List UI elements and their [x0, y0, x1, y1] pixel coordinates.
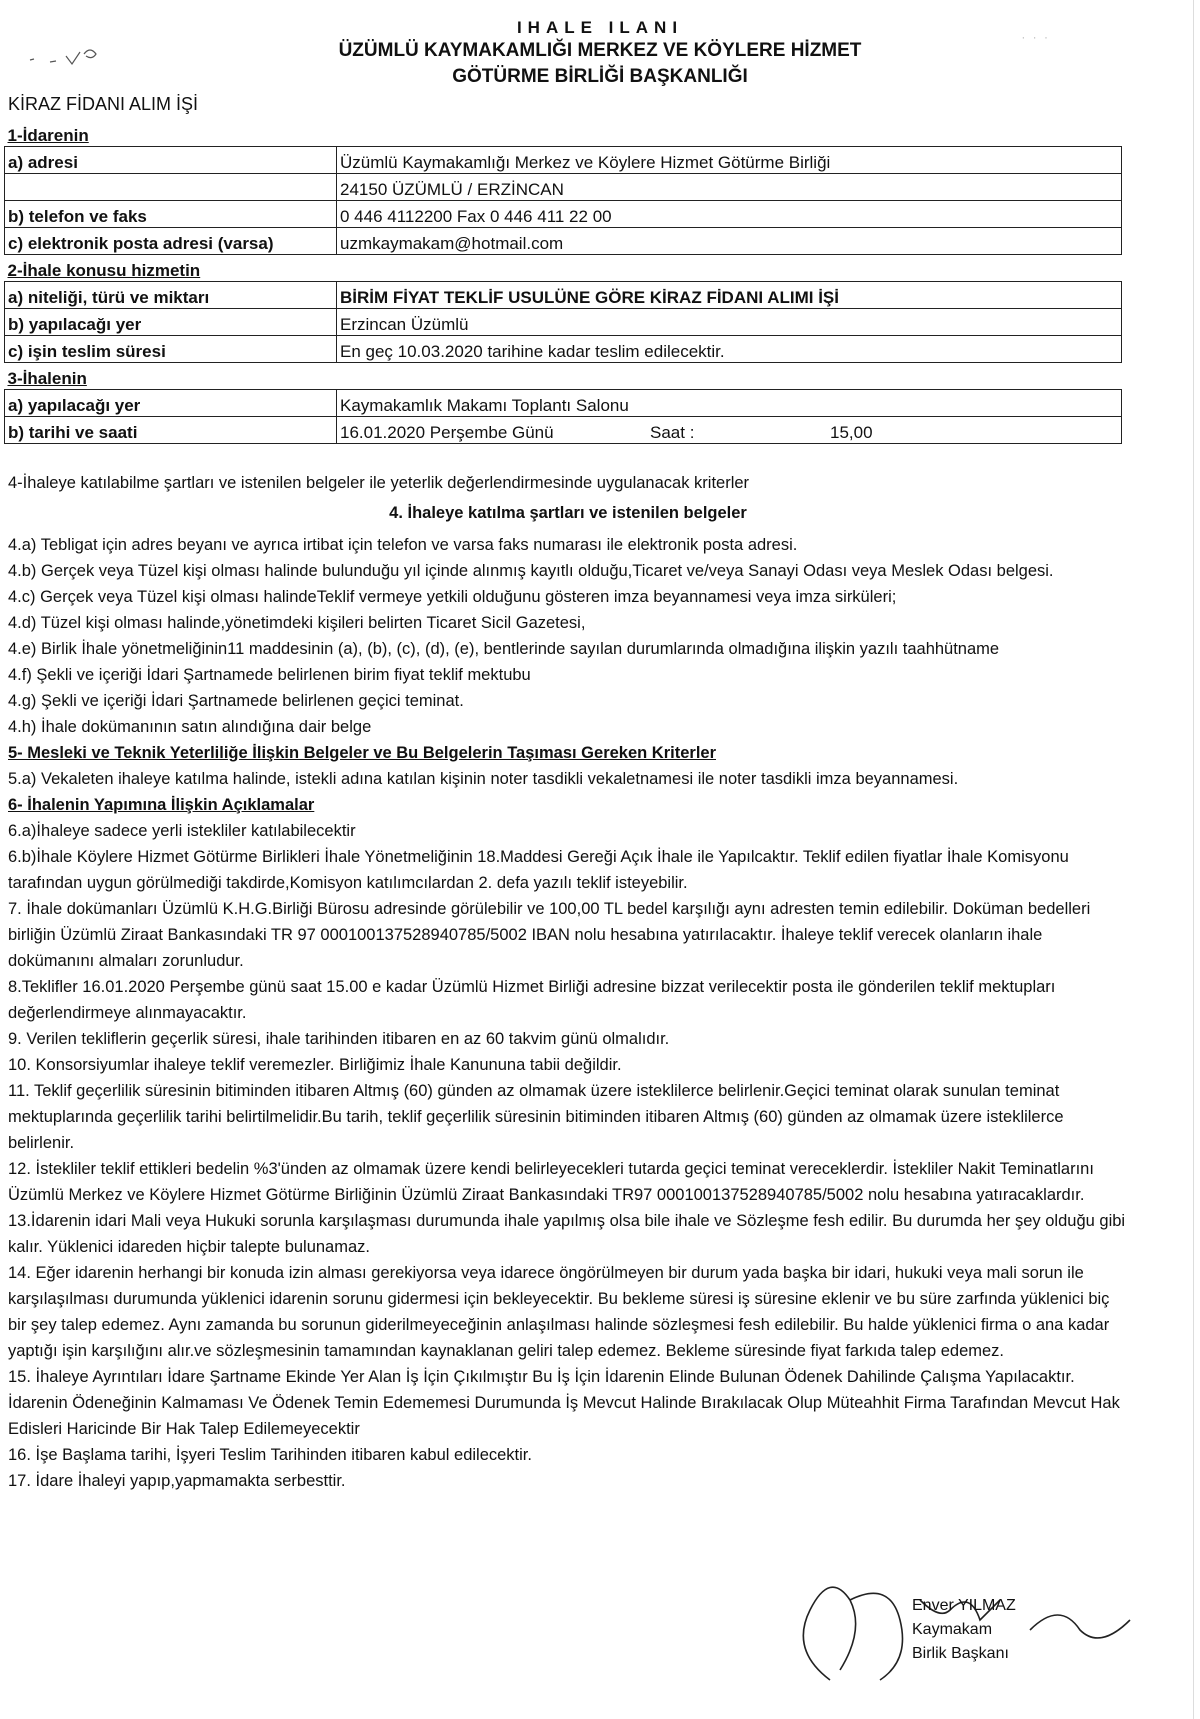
para-4a: 4.a) Tebligat için adres beyanı ve ayrıca irtibat için telefon ve varsa faks numarası ile elektronik posta adresi. [8, 536, 798, 554]
doc-subject: KİRAZ FİDANI ALIM İŞİ [8, 94, 199, 114]
place-label: b) yapılacağı yer [5, 309, 337, 336]
address-value-2: 24150 ÜZÜMLÜ / ERZİNCAN [337, 174, 1122, 201]
venue-label: a) yapılacağı yer [5, 390, 337, 417]
para-4-title: 4. İhaleye katılma şartları ve istenilen belgeler [389, 504, 747, 522]
datetime-value [337, 417, 1122, 444]
scan-edge [1193, 0, 1194, 1719]
faint-stamp: · · · [1021, 30, 1050, 44]
para-4b: 4.b) Gerçek veya Tüzel kişi olması halinde bulunduğu yıl içinde alınmış kayıtlı olduğu,Ticaret ve/veya Sanayi Odası veya Meslek Odası belgesi. [8, 562, 1054, 580]
para-5-heading: 5- Mesleki ve Teknik Yeterliliğe İlişkin Belgeler ve Bu Belgelerin Taşıması Gereken Kriterler [8, 744, 717, 762]
para-8: 8.Teklifler 16.01.2020 Perşembe günü saat 15.00 e kadar Üzümlü Hizmet Birliği adresine bizzat verilecektir posta ile gönderilen teklif mektupları değerlendirmeye alınmayacaktır. [8, 978, 1056, 1022]
issuer-line-1: ÜZÜMLÜ KAYMAKAMLIĞI MERKEZ VE KÖYLERE HİZMET [338, 40, 862, 61]
para-16: 16. İşe Başlama tarihi, İşyeri Teslim Tarihinden itibaren kabul edilecektir. [8, 1446, 532, 1464]
datetime-label: b) tarihi ve saati [5, 417, 337, 444]
para-11: 11. Teklif geçerlilik süresinin bitiminden itibaren Altmış (60) günden az olmamak üzere isteklilerce belirlenir.Geçici teminat olarak sunulan teminat mektuplarında geçerlilik tarihi belirtilmelidir.Bu tarih, teklif geçerlilik süresinin bitiminden itibaren Altmış (60) günden az olmamak üzere isteklilerce belirlenir. [8, 1082, 1064, 1152]
tender-body [8, 470, 1128, 1494]
doc-title: IHALE ILANI [516, 18, 684, 37]
phone-label: b) telefon ve faks [5, 201, 337, 228]
para-4f: 4.f) Şekli ve içeriği İdari Şartnamede belirlenen birim fiyat teklif mektubu [8, 666, 531, 684]
para-4g: 4.g) Şekli ve içeriği İdari Şartnamede belirlenen geçici teminat. [8, 692, 464, 710]
section-1-heading: 1-İdarenin [7, 126, 89, 145]
email-label: c) elektronik posta adresi (varsa) [5, 228, 337, 255]
delivery-value: En geç 10.03.2020 tarihine kadar teslim edilecektir. [337, 336, 1122, 363]
para-5a: 5.a) Vekaleten ihaleye katılma halinde, istekli adına katılan kişinin noter tasdikli vekaletnamesi ile noter tasdikli imza beyannamesi. [8, 770, 959, 788]
section-2-heading: 2-İhale konusu hizmetin [7, 261, 201, 280]
phone-value: 0 446 4112200 Fax 0 446 411 22 00 [337, 201, 1122, 228]
para-4d: 4.d) Tüzel kişi olması halinde,yönetimdeki kişileri belirten Ticaret Sicil Gazetesi, [8, 614, 586, 632]
issuer-line-2: GÖTÜRME BİRLİĞİ BAŞKANLIĞI [452, 66, 748, 87]
para-15: 15. İhaleye Ayrıntıları İdare Şartname Ekinde Yer Alan İş İçin Çıkılmıştır Bu İş İçin İdarenin Elinde Bulunan Ödenek Dahilinde Çalışma Yapılacaktır. İdarenin Ödeneğinin Kalmaması Ve Ödenek Temin Edememesi Durumunda İş Mevcut Halinde Bırakılacak Olup Müteahhit Firma Tarafından Mevcut Hak Edisleri Haricinde Bir Hak Talep Edilemeyecektir [8, 1368, 1120, 1438]
address-value: Üzümlü Kaymakamlığı Merkez ve Köylere Hizmet Götürme Birliği [337, 147, 1122, 174]
signature-block [912, 1594, 1016, 1666]
para-4c: 4.c) Gerçek veya Tüzel kişi olması halindeTeklif vermeye yetkili olduğunu gösteren imza beyannamesi veya imza sirküleri; [8, 588, 897, 606]
signatory-name: Enver YILMAZ [912, 1597, 1016, 1614]
para-10: 10. Konsorsiyumlar ihaleye teklif veremezler. Birliğimiz İhale Kanununa tabii değildir. [8, 1056, 622, 1074]
para-6-heading: 6- İhalenin Yapımına İlişkin Açıklamalar [8, 796, 315, 814]
para-4-intro: 4-İhaleye katılabilme şartları ve istenilen belgeler ile yeterlik değerlendirmesinde uygulanacak kriterler [8, 474, 750, 492]
tender-date: 16.01.2020 Perşembe Günü [340, 423, 554, 442]
para-6a: 6.a)İhaleye sadece yerli istekliler katılabilecektir [8, 822, 356, 840]
address-label: a) adresi [5, 147, 337, 174]
para-6b: 6.b)İhale Köylere Hizmet Götürme Birlikleri İhale Yönetmeliğinin 18.Maddesi Gereği Açık İhale ile Yapılcaktır. Teklif edilen fiyatlar İhale Komisyonu tarafından uygun görülmediği takdirde,Komisyon katılımcılardan 2. defa yazılı teklif isteyebilir. [8, 848, 1069, 892]
time-value: 15,00 [830, 423, 873, 442]
nature-value: BİRİM FİYAT TEKLİF USULÜNE GÖRE KİRAZ FİDANI ALIMI İŞİ [337, 282, 1122, 309]
place-value: Erzincan Üzümlü [337, 309, 1122, 336]
para-4h: 4.h) İhale dokümanının satın alındığına dair belge [8, 718, 372, 736]
nature-label: a) niteliği, türü ve miktarı [5, 282, 337, 309]
email-value: uzmkaymakam@hotmail.com [337, 228, 1122, 255]
para-9: 9. Verilen tekliflerin geçerlik süresi, ihale tarihinden itibaren en az 60 takvim günü olmalıdır. [8, 1030, 670, 1048]
tender-info-table [4, 120, 1122, 444]
signatory-role: Birlik Başkanı [912, 1645, 1009, 1662]
delivery-label: c) işin teslim süresi [5, 336, 337, 363]
para-4e: 4.e) Birlik İhale yönetmeliğinin11 maddesinin (a), (b), (c), (d), (e), bentlerinde sayılan durumlarında olmadığına ilişkin yazılı taahhütname [8, 640, 1000, 658]
venue-value: Kaymakamlık Makamı Toplantı Salonu [337, 390, 1122, 417]
section-3-heading: 3-İhalenin [7, 369, 87, 388]
time-label: Saat : [650, 423, 695, 442]
para-17: 17. İdare İhaleyi yapıp,yapmamakta serbesttir. [8, 1472, 346, 1490]
para-14: 14. Eğer idarenin herhangi bir konuda izin alması gerekiyorsa veya idarece öngörülmeyen bir durum yada başka bir idari, hukuki veya mali sorun ile karşılaşılması durumunda yüklenici idarenin sorunu gidermesi için bekleyecektir. Bu bekleme süresi iş süresine eklenir ve bu süre zarfında yüklenici biç bir şey talep edemez. Aynı zamanda bu sorunun giderilmeyeceğinin anlaşılması halinde sözleşmesi fesh edilebilir. Bu halde yüklenici firma o ana kadar yaptığı işin karşılığını alır.ve sözleşmesinin tamamından kaynaklanan geliri talep edemez. Bekleme süresinde fiyat farkıda talep edemez. [8, 1264, 1110, 1360]
para-7: 7. İhale dokümanları Üzümlü K.H.G.Birliği Bürosu adresinde görülebilir ve 100,00 TL bedel karşılığı aynı adresten temin edilebilir. Doküman bedelleri birliğin Üzümlü Ziraat Bankasındaki TR 97 000100137528940785/5002 IBAN nolu hesabına yatırılacaktır. İhaleye teklif verecek olanların ihale dokümanını almaları zorunludur. [8, 900, 1091, 970]
signatory-title: Kaymakam [912, 1621, 993, 1638]
para-12: 12. İstekliler teklif ettikleri bedelin %3'ünden az olmamak üzere kendi belirleyecekleri tutarda geçici teminat vereceklerdir. İstekliler Nakit Teminatlarını Üzümlü Merkez ve Köylere Hizmet Götürme Birliğinin Üzümlü Ziraat Bankasındaki TR97 000100137528940785/5002 nolu hesabına yatıracaklardır. [8, 1160, 1094, 1204]
para-13: 13.İdarenin idari Mali veya Hukuki sorunla karşılaşması durumunda ihale yapılmış olsa bile ihale ve Sözleşme fesh edilir. Bu durumda her şey olduğu gibi kalır. Yüklenici idareden hiçbir talepte bulunamaz. [8, 1212, 1126, 1256]
